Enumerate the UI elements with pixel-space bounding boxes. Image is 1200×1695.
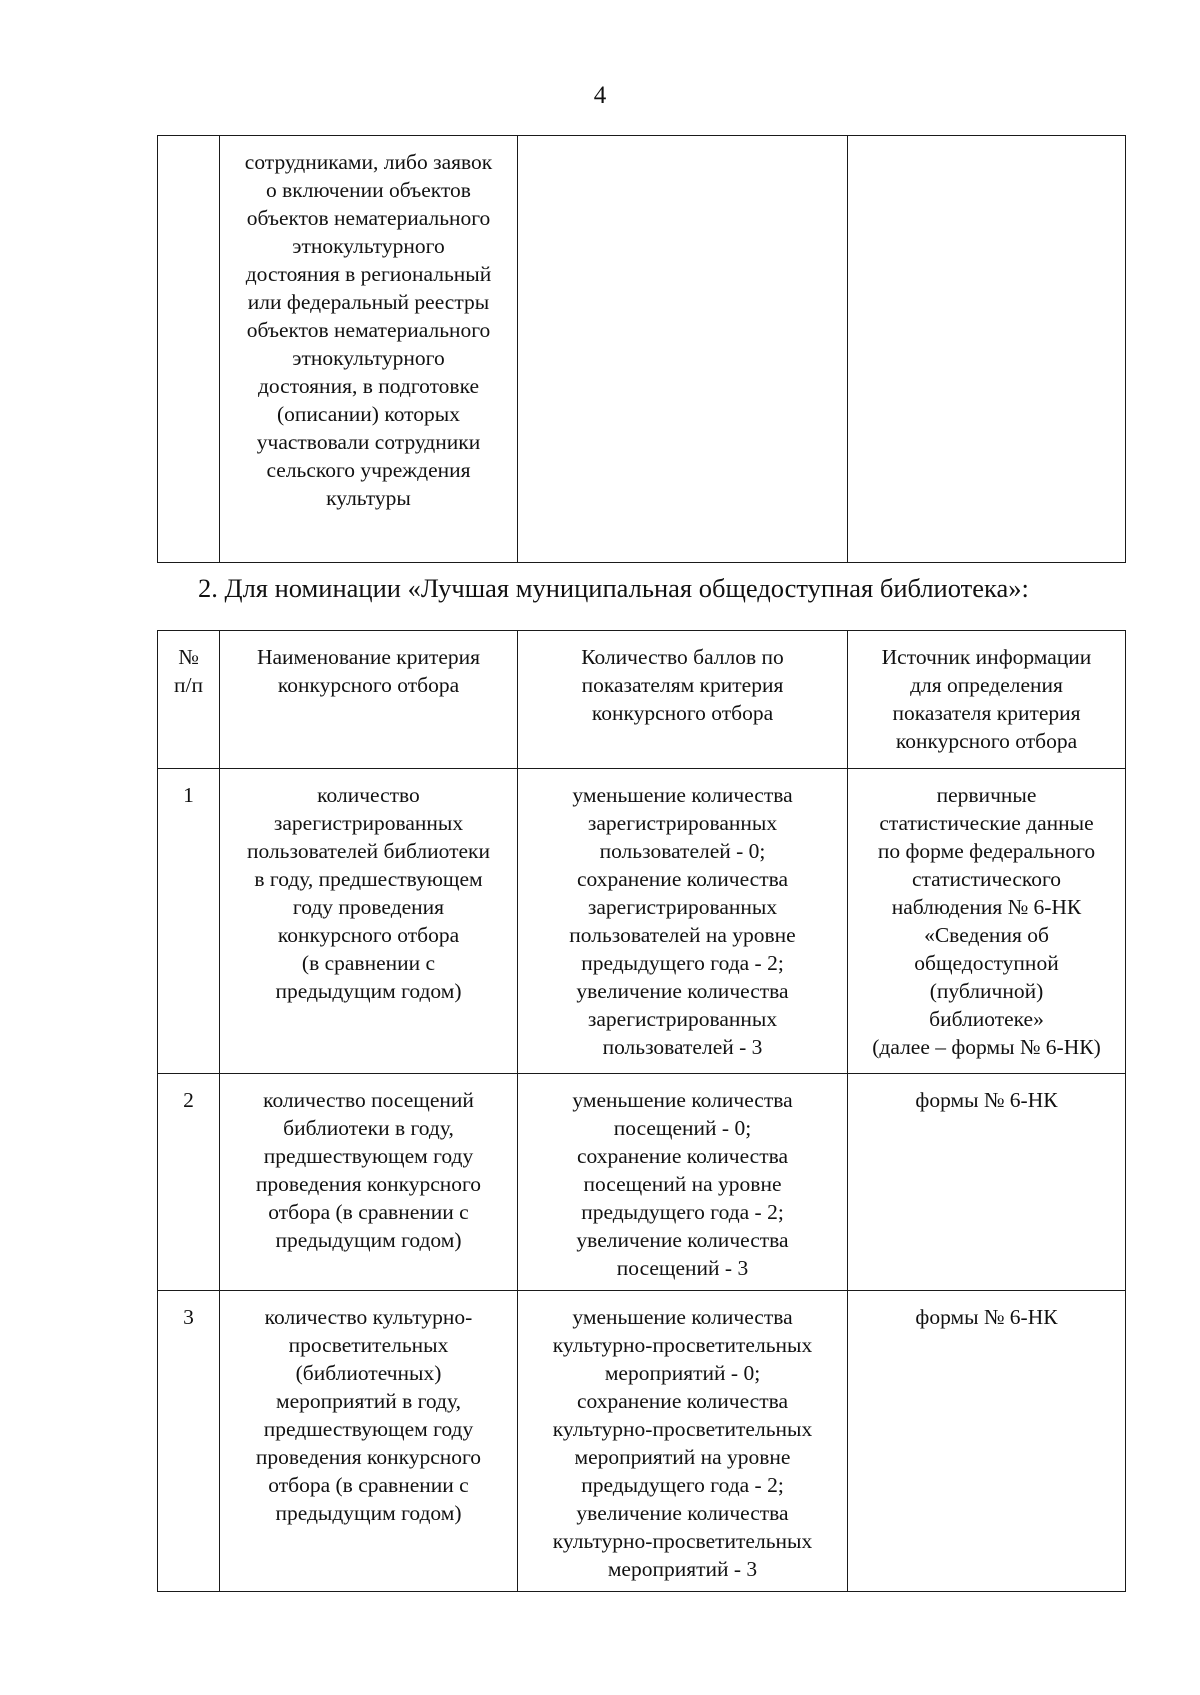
points-cell: уменьшение количества культурно-просветительных мероприятий - 0; сохранение количества культурно-просветительных мероприятий на уровне предыдущего года - 2; увеличение количества культурно-просветительных мероприятий - 3 (518, 1291, 848, 1592)
row-number-cell: 3 (158, 1291, 220, 1592)
criterion-cell: количество посещений библиотеки в году, предшествующем году проведения конкурсного отбора (в сравнении с предыдущим годом) (220, 1074, 518, 1291)
table-header-row (158, 631, 1126, 769)
table-row (158, 136, 1126, 563)
criterion-cell: количество культурно- просветительных (библиотечных) мероприятий в году, предшествующем году проведения конкурсного отбора (в сравнении с предыдущим годом) (220, 1291, 518, 1592)
header-points: Количество баллов по показателям критерия конкурсного отбора (518, 631, 848, 769)
header-criterion: Наименование критерия конкурсного отбора (220, 631, 518, 769)
row-number-cell: 2 (158, 1074, 220, 1291)
source-cell (848, 136, 1126, 563)
source-cell: формы № 6-НК (848, 1291, 1126, 1592)
header-source: Источник информации для определения показателя критерия конкурсного отбора (848, 631, 1126, 769)
continuation-table (157, 135, 1126, 563)
page-number: 4 (593, 82, 607, 109)
criteria-table (157, 630, 1126, 1592)
row-number-cell: 1 (158, 769, 220, 1074)
row-number-cell (158, 136, 220, 563)
header-number: № п/п (158, 631, 220, 769)
points-cell: уменьшение количества посещений - 0; сохранение количества посещений на уровне предыдущего года - 2; увеличение количества посещений - 3 (518, 1074, 848, 1291)
table-row (158, 1074, 1126, 1291)
table-row (158, 769, 1126, 1074)
points-cell: уменьшение количества зарегистрированных пользователей - 0; сохранение количества зарегистрированных пользователей на уровне предыдущего года - 2; увеличение количества зарегистрированных пользователей - 3 (518, 769, 848, 1074)
table-row (158, 1291, 1126, 1592)
source-cell: формы № 6-НК (848, 1074, 1126, 1291)
section-heading: 2. Для номинации «Лучшая муниципальная общедоступная библиотека»: (198, 573, 1029, 603)
points-cell (518, 136, 848, 563)
criterion-cell: сотрудниками, либо заявок о включении объектов объектов нематериального этнокультурного достояния в региональный или федеральный реестры объектов нематериального этнокультурного достояния, в подготовке (описании) которых участвовали сотрудники сельского учреждения культуры (220, 136, 518, 563)
source-cell: первичные статистические данные по форме федерального статистического наблюдения № 6-НК «Сведения об общедоступной (публичной) библиотеке» (далее – формы № 6-НК) (848, 769, 1126, 1074)
criterion-cell: количество зарегистрированных пользователей библиотеки в году, предшествующем году проведения конкурсного отбора (в сравнении с предыдущим годом) (220, 769, 518, 1074)
